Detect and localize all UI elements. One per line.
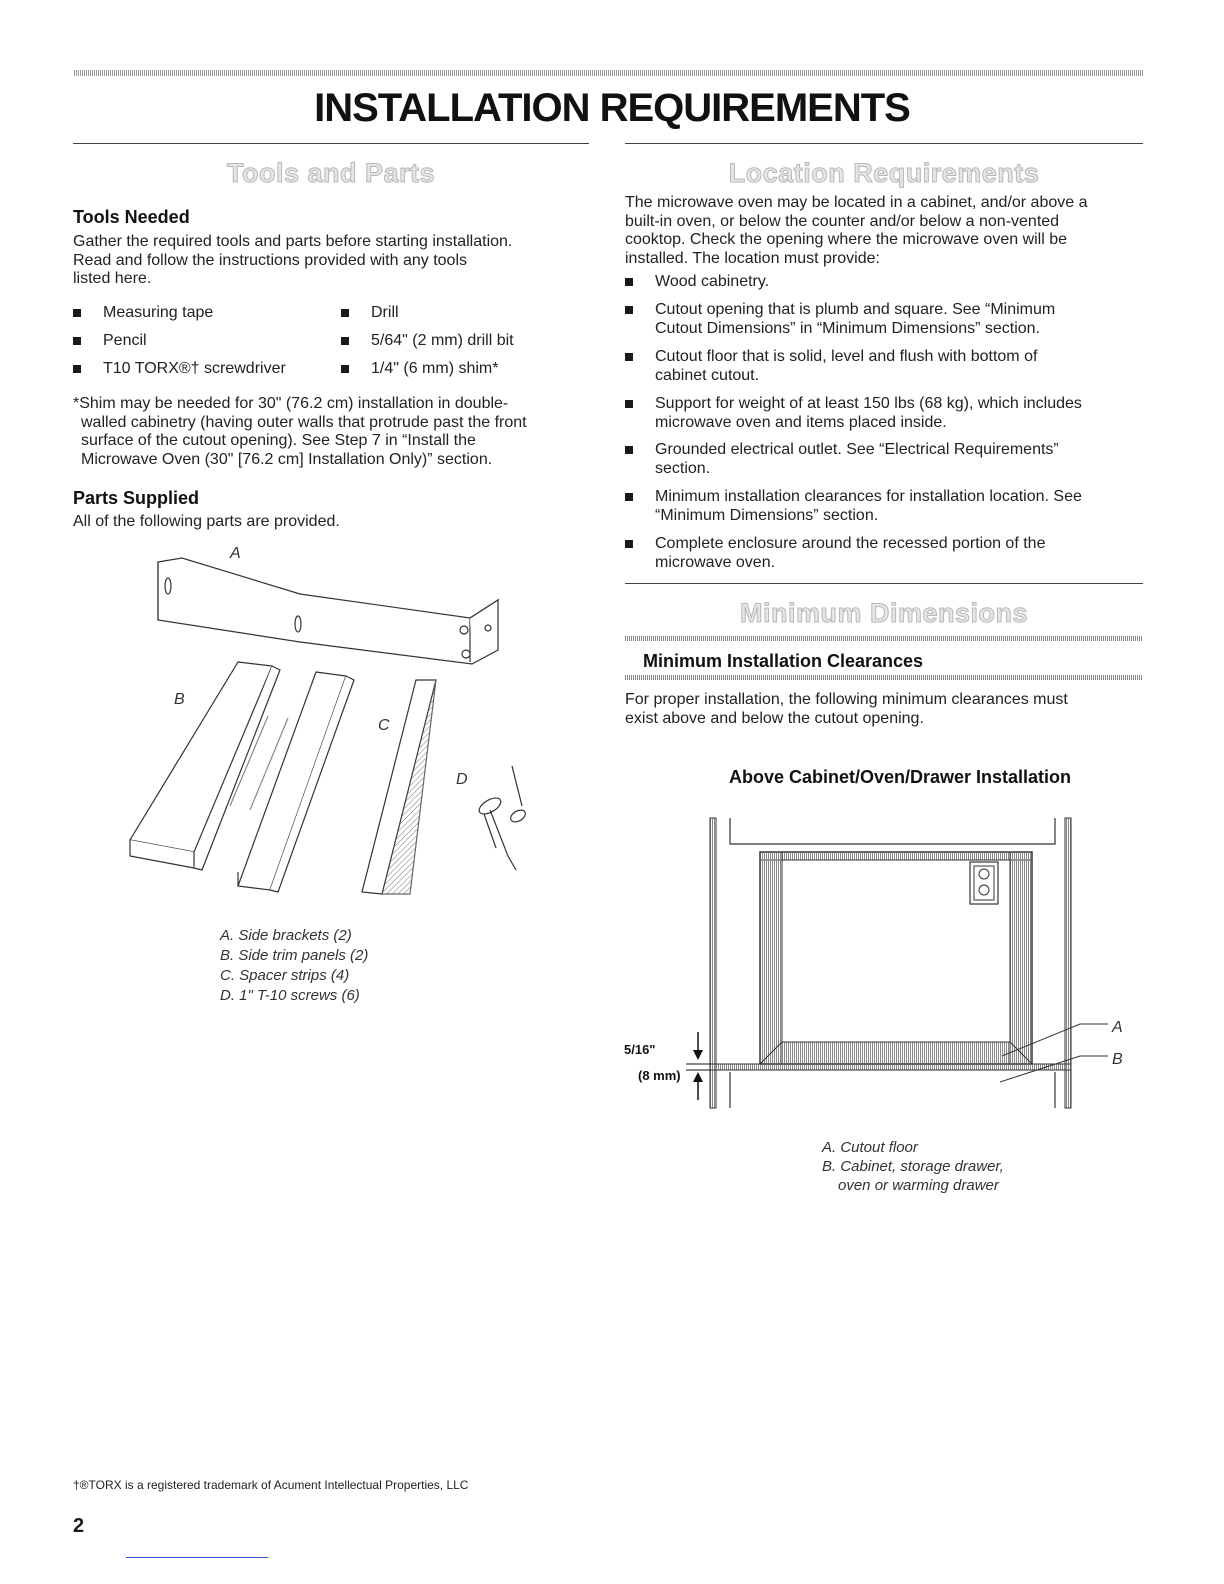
bullet-icon xyxy=(625,353,633,361)
bottom-rule xyxy=(126,1557,268,1558)
label-c: C xyxy=(378,717,390,734)
top-hatch-band xyxy=(74,70,1144,76)
side-trim-panels-drawing xyxy=(130,662,354,892)
label-b: B xyxy=(174,691,185,708)
hatch-band xyxy=(625,675,1143,680)
bullet-icon xyxy=(625,278,633,286)
clearance-diagram xyxy=(610,810,1150,1110)
bullet-icon xyxy=(625,400,633,408)
shim-note: *Shim may be needed for 30" (76.2 cm) installation in double- walled cabinetry (having outer walls that protrude past the front surface of the cutout opening). See Step 7 in “Install the Microwave Oven (30" [76.2 cm] Installation Only)” section. xyxy=(73,395,527,468)
location-heading: Location Requirements xyxy=(728,158,1040,188)
parts-captions: A. Side brackets (2) B. Side trim panels (2) C. Spacer strips (4) D. 1" T-10 screws (6) xyxy=(220,927,369,1004)
parts-illustration xyxy=(120,538,550,908)
bullet-icon xyxy=(625,540,633,548)
bullet-icon xyxy=(341,309,349,317)
bullet-icon xyxy=(73,337,81,345)
figure-title: Above Cabinet/Oven/Drawer Installation xyxy=(728,767,1072,787)
location-intro: The microwave oven may be located in a cabinet, and/or above a built-in oven, or below the counter and/or below a non-vented cooktop. Check the opening where the microwave oven will be installed. The location must provide: xyxy=(625,194,1088,267)
bullet-icon xyxy=(73,309,81,317)
bullet-icon xyxy=(625,493,633,501)
section-rule xyxy=(73,143,589,144)
bullet-icon xyxy=(625,306,633,314)
section-rule xyxy=(625,143,1143,144)
page-title: INSTALLATION REQUIREMENTS xyxy=(314,86,910,130)
bullet-icon xyxy=(341,337,349,345)
diagram-captions: A. Cutout floor B. Cabinet, storage drawer, oven or warming drawer xyxy=(822,1139,1004,1194)
dimension-metric: (8 mm) xyxy=(638,1068,681,1083)
outlet-icon xyxy=(970,862,998,904)
bullet-icon xyxy=(73,365,81,373)
side-bracket-drawing xyxy=(158,558,498,664)
screw-drawing xyxy=(477,766,528,870)
label-a: A xyxy=(1112,1019,1123,1036)
parts-supplied-intro: All of the following parts are provided. xyxy=(73,513,340,530)
label-b: B xyxy=(1112,1051,1123,1068)
tools-needed-intro: Gather the required tools and parts before starting installation. Read and follow the instructions provided with any tools listed here. xyxy=(73,233,513,287)
bullet-icon xyxy=(625,446,633,454)
dimension-fraction: 5/16" xyxy=(624,1042,656,1057)
hatch-band xyxy=(625,636,1143,641)
bullet-icon xyxy=(341,365,349,373)
tools-parts-heading: Tools and Parts xyxy=(226,158,436,188)
label-a: A xyxy=(230,545,241,562)
trademark-footnote: †®TORX is a registered trademark of Acument Intellectual Properties, LLC xyxy=(73,1478,469,1492)
spacer-strips-drawing xyxy=(362,680,436,894)
min-dims-intro: For proper installation, the following minimum clearances must exist above and below the cutout opening. xyxy=(625,691,1068,727)
min-dims-heading: Minimum Dimensions xyxy=(739,598,1029,628)
min-clearances-title: Minimum Installation Clearances xyxy=(643,651,924,671)
section-rule xyxy=(625,583,1143,584)
label-d: D xyxy=(456,771,468,788)
page-number: 2 xyxy=(73,1515,85,1537)
tools-needed-title: Tools Needed xyxy=(73,207,190,227)
parts-supplied-title: Parts Supplied xyxy=(73,488,200,508)
